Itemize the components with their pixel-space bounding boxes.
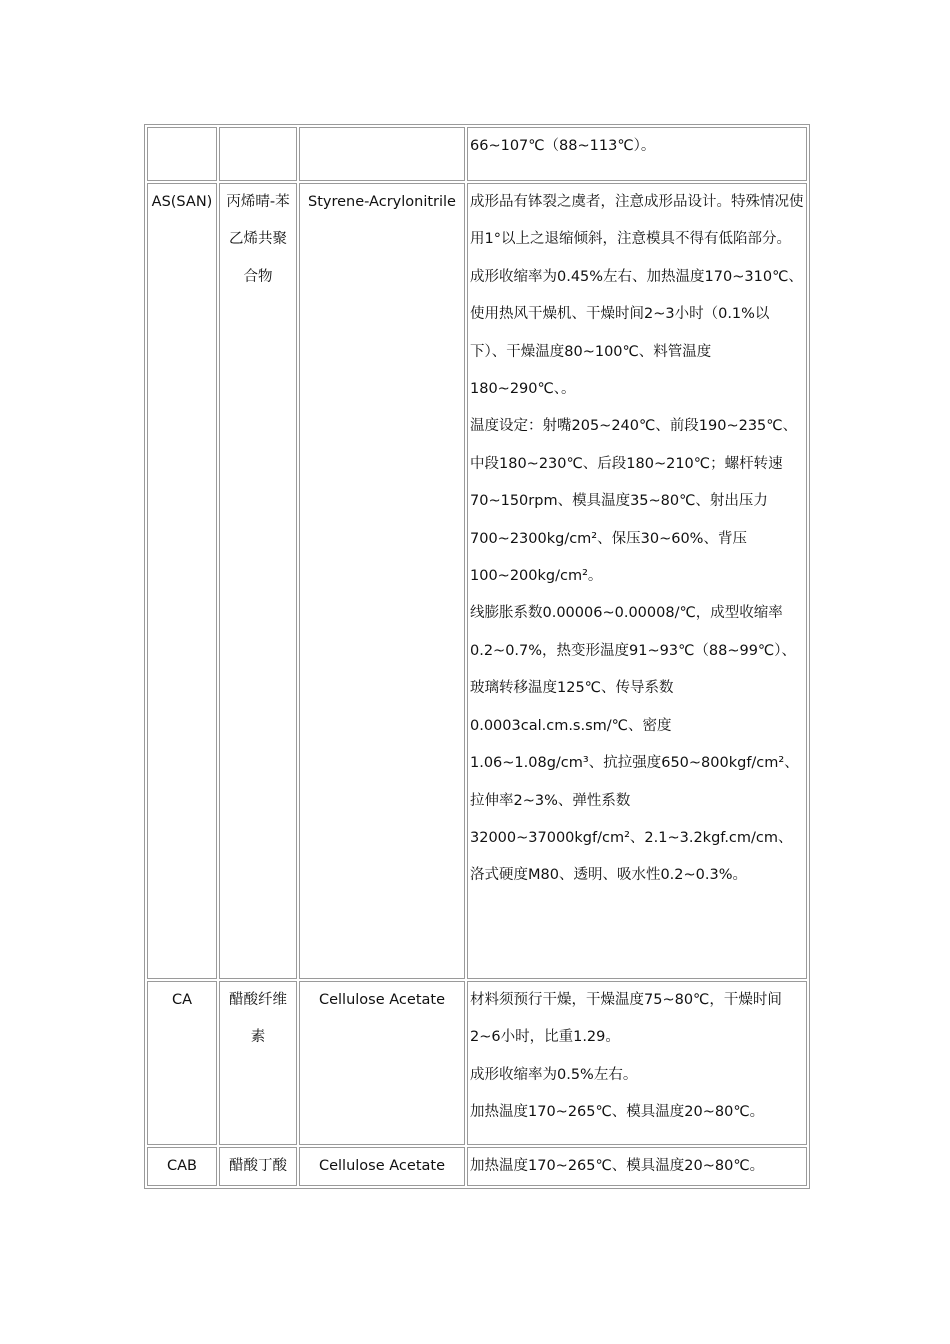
description-paragraph: 加热温度170~265℃、模具温度20~80℃。 <box>470 1104 765 1121</box>
cn-name-cell: 丙烯晴-苯乙烯共聚合物 <box>219 183 297 979</box>
table-row <box>147 981 807 1145</box>
cn-name-cell: 醋酸纤维素 <box>219 981 297 1145</box>
en-name-cell: Cellulose Acetate <box>299 1147 465 1186</box>
material-properties-table <box>144 124 810 1189</box>
cn-name-cell: 醋酸丁酸 <box>219 1147 297 1186</box>
abbr-cell <box>147 127 217 181</box>
description-paragraph: 温度设定：射嘴205~240℃、前段190~235℃、中段180~230℃、后段180~210℃；螺杆转速70~150rpm、模具温度35~80℃、射出压力700~2300kg/cm²、保压30~60%、背压100~200kg/cm²。 <box>470 418 798 585</box>
description-paragraph: 线膨胀系数0.00006~0.00008/℃，成型收缩率0.2~0.7%，热变形温度91~93℃（88~99℃）、玻璃转移温度125℃、传导系数0.0003cal.cm.s.sm/℃、密度1.06~1.08g/cm³、抗拉强度650~800kgf/cm²、拉伸率2~3%、弹性系数32000~37000kgf/cm²、2.1~3.2kgf.cm/cm、洛式硬度M80、透明、吸水性0.2~0.3%。 <box>470 605 799 884</box>
table-row <box>147 1147 807 1186</box>
table-row <box>147 183 807 979</box>
description-cell <box>467 1147 807 1186</box>
en-name-cell: Cellulose Acetate <box>299 981 465 1145</box>
description-paragraph: 材料须预行干燥，干燥温度75~80℃，干燥时间2~6小时，比重1.29。 <box>470 992 782 1046</box>
en-name-cell <box>299 127 465 181</box>
abbr-cell: CA <box>147 981 217 1145</box>
description-cell <box>467 183 807 979</box>
description-cell <box>467 981 807 1145</box>
description-paragraph: 成形收缩率为0.5%左右。 <box>470 1066 638 1083</box>
table-row <box>147 127 807 181</box>
abbr-cell: CAB <box>147 1147 217 1186</box>
cn-name-cell <box>219 127 297 181</box>
description-paragraph: 成形品有钵裂之虞者，注意成形品设计。特殊情况使用1°以上之退缩倾斜，注意模具不得有低陷部分。 <box>470 194 804 248</box>
description-paragraph: 加热温度170~265℃、模具温度20~80℃。 <box>470 1158 765 1174</box>
abbr-cell: AS(SAN) <box>147 183 217 979</box>
description-paragraph: 66~107℃（88~113℃）。 <box>470 138 656 154</box>
description-paragraph: 成形收缩率为0.45%左右、加热温度170~310℃、使用热风干燥机、干燥时间2~3小时（0.1%以下）、干燥温度80~100℃、料管温度180~290℃、。 <box>470 268 803 398</box>
description-cell <box>467 127 807 181</box>
en-name-cell: Styrene-Acrylonitrile <box>299 183 465 979</box>
